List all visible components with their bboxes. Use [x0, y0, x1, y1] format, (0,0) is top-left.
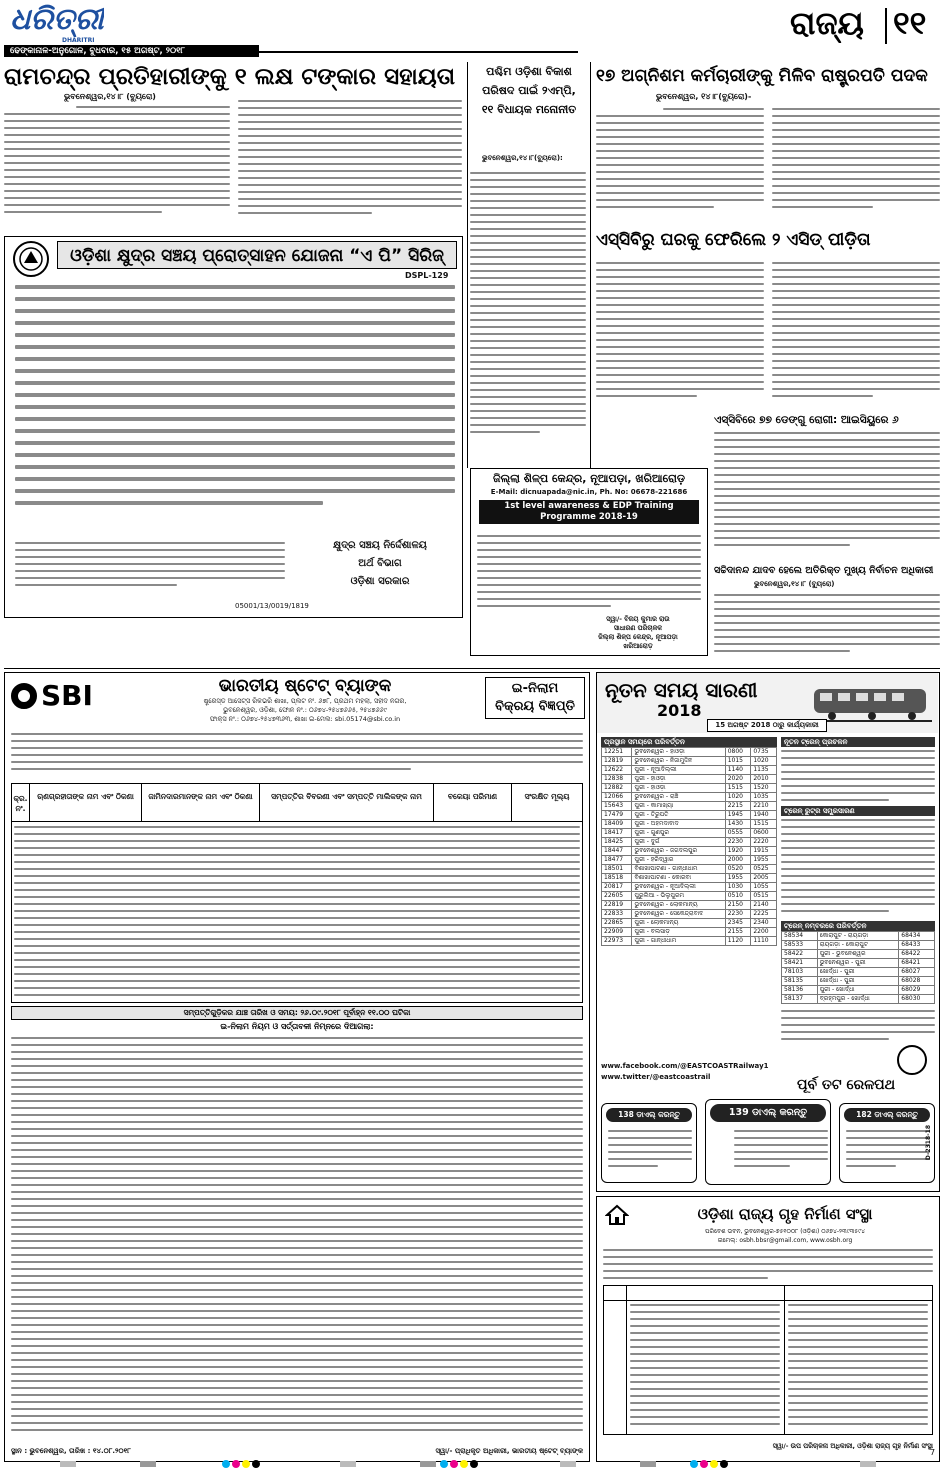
train-number: 12066: [602, 793, 632, 802]
old-time: 0520: [725, 865, 751, 874]
sbi-table-h3: ଜାମିନଦାରମାନଙ୍କ ନାମ ଏବଂ ଠିକଣା: [142, 784, 260, 821]
train-name: ପୁରୀ - କାମାଖ୍ୟା: [632, 802, 725, 811]
housing-table-body2: [788, 1304, 928, 1432]
helpline-182-label: 182 ଡାଏଲ୍ କରନ୍ତୁ: [844, 1108, 930, 1122]
new-time: 1020: [751, 757, 777, 766]
old-train-number: 78103: [782, 968, 818, 977]
sbi-auction-title: [485, 677, 585, 719]
railway-right-table: [781, 737, 935, 1050]
housing-contact: ଇମେଲ୍: osbh.bbsr@gmail.com, www.osbh.org: [717, 1237, 853, 1244]
ad-edu-title: ଜିଲ୍ଲା ଶିଳ୍ପ କେନ୍ଦ୍ର, ନୂଆପଡ଼ା, ଖରିଆରୋଡ଼: [493, 472, 685, 485]
odisha-emblem-icon: [13, 241, 49, 277]
new-time: 2010: [751, 775, 777, 784]
article-fire-medal: [596, 62, 940, 222]
train-name: ପୁରୀ - ଗାନ୍ଧୀଧାମ: [632, 937, 725, 946]
housing-table: [603, 1285, 933, 1435]
train-name: ପୁରୀ - ଗୁଣପୁର: [632, 829, 725, 838]
new-train-number: 68027: [899, 968, 935, 977]
ad-edu-email: E-Mail: dicnuapada@nic.in, Ph. No: 06678-221686: [490, 488, 688, 496]
old-time: 1955: [725, 874, 751, 883]
new-time: 2220: [751, 838, 777, 847]
old-train-number: 58422: [782, 950, 818, 959]
train-name: ପୁରୀ - ନୂଆଦିଲ୍ଲୀ: [632, 766, 725, 775]
helpline-139: [705, 1099, 831, 1185]
old-time: 1015: [725, 757, 751, 766]
new-train-number: 68029: [899, 986, 935, 995]
ad-savings-title: ଓଡ଼ିଶା କ୍ଷୁଦ୍ର ସଞ୍ଚୟ ପ୍ରୋତ୍ସାହନ ଯୋଜନା “ଏ ପି” ସିରିଜ୍: [57, 241, 457, 269]
table-row: [602, 901, 777, 910]
masthead-logo: ଧରିତ୍ରୀ: [10, 2, 104, 37]
railway-helplines: [601, 1099, 935, 1187]
old-time: 2000: [725, 856, 751, 865]
train-name: ଭୁବନେଶ୍ୱର - ଲୋକମାନ୍ୟ: [632, 901, 725, 910]
train-name: ପୁରୀ - ଖୋର୍ଦ୍ଧା: [817, 986, 899, 995]
train-number: 18409: [602, 820, 632, 829]
article4-body: [596, 262, 764, 408]
sbi-contact: ଫାକ୍ସ ନଂ.: ୦୬୭୪-୨୫୪୭୩୬୩, ଶାଖା ଇ-ମେଲ: sbi.05174@sbi.co.in: [209, 715, 401, 723]
sbi-signatory: ସ୍ୱା/- ପ୍ରାଧିକୃତ ଅଧିକାରୀ, ଭାରତୀୟ ଷ୍ଟେଟ୍ ବ୍ୟାଙ୍କ: [435, 1447, 583, 1455]
train-number: 12819: [602, 757, 632, 766]
housing-table-body: [630, 1304, 780, 1432]
table-row: [602, 775, 777, 784]
train-number: 22909: [602, 928, 632, 937]
table-row: [602, 802, 777, 811]
new-time: 0735: [751, 748, 777, 757]
housing-footer: ସ୍ୱା/- ଉପ ପରିଚାଳନା ଅଧିକାରୀ, ଓଡ଼ିଶା ରାଜ୍ୟ ଗୃହ ନିର୍ମାଣ ସଂସ୍ଥା: [772, 1442, 933, 1450]
sbi-logo-text: SBI: [41, 681, 93, 711]
helpline-138-label: 138 ଡାଏଲ୍ କରନ୍ତୁ: [606, 1108, 692, 1122]
train-number: 22973: [602, 937, 632, 946]
ad-sbi-auction: [4, 672, 590, 1462]
train-name: ପୁରୁଲିଆ - ଭିଲୁପୁରମ: [632, 892, 725, 901]
railway-sec4: ଟ୍ରେନ୍ ନମ୍ବରରେ ପରିବର୍ତ୍ତନ: [781, 921, 935, 931]
housing-logo-icon: [605, 1203, 629, 1227]
table-row: [782, 968, 935, 977]
ad-edu-sign1: ସ୍ୱା/- ବିଜୟ କୁମାର ରାଉ: [606, 615, 670, 623]
train-number: 22833: [602, 910, 632, 919]
sbi-bank-name: ଭାରତୀୟ ଷ୍ଟେଟ୍ ବ୍ୟାଙ୍କ: [218, 676, 392, 696]
sbi-table-h6: ସଂରକ୍ଷିତ ମୂଲ୍ୟ: [524, 792, 570, 801]
ad-savings-code: DSPL-129: [405, 271, 449, 280]
article6-body: [714, 594, 940, 662]
sbi-intro: [11, 733, 583, 779]
table-row: [602, 838, 777, 847]
train-name: ରାୟଗଡ଼ା - କୋରାପୁଟ: [817, 941, 899, 950]
railway-left-table: [601, 737, 777, 946]
new-time: 1915: [751, 847, 777, 856]
old-train-number: 58534: [782, 932, 818, 941]
article-byline: ଭୁବନେଶ୍ୱର,୧୪।୮ (ବ୍ୟୁରୋ): [64, 92, 156, 101]
train-number: 18477: [602, 856, 632, 865]
helpline-139-label: 139 ଡାଏଲ୍ କରନ୍ତୁ: [710, 1104, 826, 1122]
old-time: 2155: [725, 928, 751, 937]
article-ramachandra: [4, 62, 462, 234]
new-time: 1940: [751, 811, 777, 820]
ad-edu-programme-l1: 1st level awareness & EDP Training: [504, 501, 674, 511]
new-time: 1110: [751, 937, 777, 946]
housing-title: ଓଡ଼ିଶା ରାଜ୍ୟ ଗୃହ ନିର୍ମାଣ ସଂସ୍ଥା: [697, 1205, 873, 1223]
sbi-place: ସ୍ଥାନ : ଭୁବନେଶ୍ୱର, ତାରିଖ : ୧୪.୦୮.୨୦୧୮: [11, 1447, 131, 1455]
article-western-odisha: [470, 62, 588, 467]
new-time: 2340: [751, 919, 777, 928]
table-row: [602, 811, 777, 820]
train-name: ଭୁବନେଶ୍ୱର - ନିଜାମୁଦ୍ଦିନ: [632, 757, 725, 766]
railway-note: [781, 1010, 935, 1050]
article2-headline-l1: ପଶ୍ଚିମ ଓଡ଼ିଶା ବିକାଶ: [486, 65, 572, 78]
sbi-logo-icon: [11, 683, 37, 709]
ad-savings-scheme: [4, 236, 463, 618]
table-row: [602, 766, 777, 775]
sbi-logo: [11, 681, 93, 711]
railway-title: ନୂତନ ସମୟ ସାରଣୀ: [605, 678, 758, 702]
railway-sec1: ପ୍ରସ୍ଥାନ ସମୟରେ ପରିବର୍ତ୍ତନ: [601, 737, 777, 747]
sbi-terms-body: [11, 1037, 583, 1437]
new-train-number: 68421: [899, 959, 935, 968]
article3-body: [596, 108, 764, 218]
ad-edu-sign3: ଜିଲ୍ଲା ଶିଳ୍ପ କେନ୍ଦ୍ର, ନୂଆପଡ଼ା: [598, 633, 678, 641]
old-time: 1430: [725, 820, 751, 829]
new-time: 0515: [751, 892, 777, 901]
train-name: ଭୁବନେଶ୍ୱର - ଜଗଦଲପୁର: [632, 847, 725, 856]
ad-savings-sign2: ଅର୍ଥ ବିଭାଗ: [358, 558, 402, 569]
new-train-number: 68028: [899, 977, 935, 986]
train-number: 12882: [602, 784, 632, 793]
train-icon: [812, 679, 932, 723]
train-name: ବ୍ରହ୍ମପୁର - ଖୋର୍ଦ୍ଧା: [817, 995, 899, 1004]
sbi-auction-title-l2: ବିକ୍ରୟ ବିଜ୍ଞପ୍ତି: [495, 699, 575, 714]
train-number: 12838: [602, 775, 632, 784]
train-name: ପୁରୀ - ଦୁର୍ଗ: [632, 838, 725, 847]
ad-edu-programme: [479, 500, 699, 524]
old-train-number: 58421: [782, 959, 818, 968]
old-train-number: 58135: [782, 977, 818, 986]
sbi-table-body: [14, 826, 580, 1000]
sbi-table-h2: ଋଣଗ୍ରହୀତାଙ୍କ ନାମ ଏବଂ ଠିକଣା: [30, 784, 142, 821]
sbi-address: ଷ୍ଟ୍ରେସ୍ଡ ଆସେଟ୍ସ ରିକଭରି ଶାଖା, ପ୍ଲଟ ନଂ. ୬୭୮, ପ୍ରଥମ ମହଲା, ସହୀଦ ନଗର,: [203, 697, 407, 705]
new-time: 1135: [751, 766, 777, 775]
article4-body-col2: [772, 262, 940, 408]
new-time: 1035: [751, 793, 777, 802]
table-row: [602, 757, 777, 766]
article-body-col2: [238, 100, 462, 226]
new-time: 1520: [751, 784, 777, 793]
railway-sec2: ନୂତନ ଟ୍ରେନ୍ ପ୍ରଚଳନ: [781, 737, 935, 747]
ad-edu-programme-l2: Programme 2018-19: [540, 512, 638, 522]
ad-edu-body: [477, 535, 701, 615]
page-number: ୧୧: [893, 4, 927, 42]
housing-intro: [603, 1249, 933, 1283]
ad-housing-board: [596, 1196, 940, 1462]
table-row: [782, 995, 935, 1004]
sbi-address2: ଭୁବନେଶ୍ୱର, ଓଡ଼ିଶା, ଫୋନ ନଂ.: ୦୬୭୪-୨୫୪୭୬୬୫, ୨୫୪୭୬୬୯: [223, 706, 387, 714]
article3-headline: ୧୭ ଅଗ୍ନିଶମ କର୍ମଚାରୀଙ୍କୁ ମିଳିବ ରାଷ୍ଟ୍ରପତି ପଦକ: [596, 66, 928, 86]
new-time: 2210: [751, 802, 777, 811]
railway-timetable: [601, 747, 777, 946]
old-time: 0800: [725, 748, 751, 757]
article-sachidananda: [714, 564, 940, 664]
train-name: ଭୁବନେଶ୍ୱର - ନୂଆଦିଲ୍ଲୀ: [632, 883, 725, 892]
train-name: ପୁରୀ - ହରିଦ୍ୱାର: [632, 856, 725, 865]
train-number: 12622: [602, 766, 632, 775]
new-time: 1515: [751, 820, 777, 829]
railway-logo-icon: [897, 1045, 927, 1075]
section-label: ରାଜ୍ୟ: [790, 4, 864, 42]
train-number: 22865: [602, 919, 632, 928]
train-name: ବିଶାଖାପାଟଣା - କୋରବା: [632, 874, 725, 883]
railway-org: ପୂର୍ବ ତଟ ରେଳପଥ: [797, 1077, 896, 1093]
train-number: 20817: [602, 883, 632, 892]
sbi-terms-title: ଇ-ନିଲାମ ନିୟମ ଓ ସର୍ତ୍ତାବଳୀ ନିମ୍ନରେ ଦିଆଗଲା:: [220, 1022, 374, 1031]
train-name: ପୁରୀ - ଲୋକମାନ୍ୟ: [632, 919, 725, 928]
old-time: 2230: [725, 838, 751, 847]
train-name: ପୁରୀ - ହାଓଡ଼ା: [632, 775, 725, 784]
new-time: 2225: [751, 910, 777, 919]
new-train-number: 68422: [899, 950, 935, 959]
train-number: 17479: [602, 811, 632, 820]
old-time: 1140: [725, 766, 751, 775]
table-row: [782, 977, 935, 986]
housing-address: ପରିବେଶ ଭବନ, ଭୁବନେଶ୍ୱର-୭୫୧୦୦୮ (ଓଡ଼ିଶା) ୦୬୭୪-୨୩୯୩୫୯୪: [705, 1228, 865, 1235]
article2-byline: ଭୁବନେଶ୍ୱର,୧୪।୮(ବ୍ୟୁରୋ):: [482, 154, 563, 162]
railway-year: 2018: [657, 701, 702, 720]
helpline-182-body: [846, 1130, 930, 1176]
article6-byline: ଭୁବନେଶ୍ୱର,୧୪।୮ (ବ୍ୟୁରୋ): [754, 580, 835, 588]
new-time: 0600: [751, 829, 777, 838]
railway-code: D-2318-18: [925, 1125, 932, 1161]
old-time: 0510: [725, 892, 751, 901]
new-time: 1055: [751, 883, 777, 892]
sbi-footer: [11, 1445, 583, 1457]
sbi-table-h4: ସମ୍ପତ୍ତିର ବିବରଣୀ ଏବଂ ସମ୍ପତ୍ତି ମାଲିକଙ୍କ ନାମ: [260, 784, 434, 821]
old-time: 1515: [725, 784, 751, 793]
train-name: ପୁରୀ - ଅହମଦାବାଦ: [632, 820, 725, 829]
old-time: 2020: [725, 775, 751, 784]
old-time: 1920: [725, 847, 751, 856]
table-row: [602, 892, 777, 901]
train-name: ପୁରୀ - ଭୁବନେଶ୍ୱର: [817, 950, 899, 959]
masthead-dateline: ଢେଙ୍କାନାଳ-ଅନୁଗୋଳ, ବୁଧବାର, ୧୫ ଅଗଷ୍ଟ, ୨୦୧୮: [4, 45, 259, 57]
article-acid-victims: [596, 226, 940, 410]
train-number: 18501: [602, 865, 632, 874]
new-time: 0525: [751, 865, 777, 874]
sbi-table-h5: ବକେୟା ପରିମାଣ: [434, 784, 512, 821]
table-row: [782, 932, 935, 941]
train-number: 12251: [602, 748, 632, 757]
train-name: ପୁରୀ - ହାଓଡ଼ା: [632, 784, 725, 793]
old-time: 2230: [725, 910, 751, 919]
article-headline: ରାମଚନ୍ଦ୍ର ପ୍ରତିହାରୀଙ୍କୁ ୧ ଲକ୍ଷ ଟଙ୍କାର ସହାୟତା: [4, 64, 455, 90]
ad-savings-ref: 05001/13/0019/1819: [235, 602, 309, 610]
train-number: 18425: [602, 838, 632, 847]
new-time: 2005: [751, 874, 777, 883]
new-time: 2200: [751, 928, 777, 937]
old-train-number: 58136: [782, 986, 818, 995]
ad-savings-footnote: [15, 542, 285, 602]
table-row: [602, 883, 777, 892]
railway-number-change: [781, 931, 935, 1004]
train-name: ଭୁବନେଶ୍ୱର - ପୁରୀ: [817, 959, 899, 968]
article3-body-col2: [772, 108, 940, 218]
table-row: [602, 937, 777, 946]
old-time: 1120: [725, 937, 751, 946]
sbi-inspection: ସମ୍ପତ୍ତିଗୁଡ଼ିକର ଯାଞ୍ଚ ତାରିଖ ଓ ସମୟ: ୨୬.୦୯.୨୦୧୮ ପୂର୍ବାହ୍ନ ୧୧.୦୦ ଘଟିକା: [11, 1006, 583, 1020]
ad-savings-sign3: ଓଡ଼ିଶା ସରକାର: [350, 576, 410, 587]
masthead-logo-sub: DHARITRI: [62, 37, 95, 44]
new-time: 1955: [751, 856, 777, 865]
ad-edu-signatory: [571, 615, 705, 651]
masthead: [0, 0, 945, 56]
helpline-138-body: [608, 1130, 692, 1176]
article2-headline-l3: ୧୧ ବିଧାୟକ ମନୋନୀତ: [481, 103, 577, 116]
table-row: [602, 928, 777, 937]
article3-byline: ଭୁବନେଶ୍ୱର, ୧୪।୮(ବ୍ୟୁରୋ)-: [656, 92, 752, 101]
table-row: [602, 856, 777, 865]
helpline-182: [839, 1103, 935, 1183]
old-time: 1020: [725, 793, 751, 802]
old-time: 1945: [725, 811, 751, 820]
train-name: କୋରାପୁଟ - ରାୟଗଡ଼ା: [817, 932, 899, 941]
table-row: [602, 784, 777, 793]
new-train-number: 68030: [899, 995, 935, 1004]
old-train-number: 58137: [782, 995, 818, 1004]
train-number: 18518: [602, 874, 632, 883]
article2-body: [470, 172, 586, 462]
page-corner-number: 7: [930, 1448, 936, 1457]
table-row: [602, 748, 777, 757]
sbi-auction-title-l1: ଇ-ନିଲାମ: [511, 681, 559, 696]
table-row: [602, 829, 777, 838]
article5-headline: ଏସ୍‌ସିବିରେ ୭୭ ଡେଙ୍ଗୁ ରୋଗୀ: ଆଇସିୟୁରେ ୬: [714, 414, 899, 426]
railway-twitter[interactable]: www.twitter/@eastcoastrail: [601, 1073, 711, 1081]
helpline-138: [601, 1103, 697, 1183]
old-time: 1030: [725, 883, 751, 892]
ad-railway-timetable: [596, 672, 940, 1192]
railway-banner: [597, 673, 938, 733]
train-number: 22605: [602, 892, 632, 901]
ad-edu-sign4: ଖରିଆରୋଡ଼: [623, 642, 653, 650]
table-row: [782, 941, 935, 950]
old-time: 2215: [725, 802, 751, 811]
train-name: ଭୁବନେଶ୍ୱର - ହାଓଡ଼ା: [632, 748, 725, 757]
new-train-number: 68434: [899, 932, 935, 941]
sbi-header: [133, 675, 477, 724]
helpline-139-body: [734, 1130, 828, 1180]
train-name: ଭୁବନେଶ୍ୱର - ସେକେନ୍ଦ୍ରାବାଦ: [632, 910, 725, 919]
table-row: [782, 986, 935, 995]
train-number: 22819: [602, 901, 632, 910]
railway-sec2-body: [781, 750, 935, 806]
sbi-table: [11, 783, 583, 1003]
railway-effective: 15 ଅଗଷ୍ଟ 2018 ଠାରୁ କାର୍ଯ୍ୟକାରୀ: [707, 719, 827, 732]
ad-district-industries: [470, 468, 708, 656]
ad-edu-sign2: ସାଧାରଣ ପରିଚାଳକ: [613, 624, 663, 632]
train-number: 18417: [602, 829, 632, 838]
train-name: ପୁରୀ - ତିରୁପତି: [632, 811, 725, 820]
old-time: 0555: [725, 829, 751, 838]
article6-headline: ସଚ୍ଚିଦାନନ୍ଦ ଯାଦବ ହେଲେ ଅତିରିକ୍ତ ମୁଖ୍ୟ ନିର୍ବାଚନ ଅଧିକାରୀ: [714, 565, 934, 576]
train-name: ଖୋର୍ଦ୍ଧା - ପୁରୀ: [817, 977, 899, 986]
article5-body: [714, 432, 940, 558]
table-row: [782, 959, 935, 968]
table-row: [602, 919, 777, 928]
old-time: 2345: [725, 919, 751, 928]
old-time: 2150: [725, 901, 751, 910]
train-name: ଭୁବନେଶ୍ୱର - ରାଞ୍ଚି: [632, 793, 725, 802]
article2-headline-l2: ପରିଷଦ ପାଇଁ ୨ଏମ୍‌ପି,: [482, 84, 576, 97]
table-row: [602, 793, 777, 802]
ad-savings-signatory: [305, 537, 455, 591]
table-row: [602, 847, 777, 856]
ad-savings-sign1: କ୍ଷୁଦ୍ର ସଞ୍ଚୟ ନିର୍ଦ୍ଦେଶାଳୟ: [333, 540, 427, 551]
article-body: [4, 106, 230, 226]
table-row: [782, 950, 935, 959]
railway-facebook[interactable]: www.facebook.com/@EASTCOASTRailway1: [601, 1062, 769, 1070]
ad-savings-body: [15, 285, 455, 535]
article-dengue: [714, 412, 940, 562]
train-name: ବିଶାଖାପାଟଣା - ଗାନ୍ଧୀଧାମ: [632, 865, 725, 874]
railway-sec3-body: [781, 819, 935, 919]
train-name: ପୁରୀ - ବଲସାଡ଼: [632, 928, 725, 937]
new-time: 2140: [751, 901, 777, 910]
table-row: [602, 865, 777, 874]
new-train-number: 68433: [899, 941, 935, 950]
table-row: [602, 910, 777, 919]
article4-headline: ଏସ୍‌ସିବିରୁ ଘରକୁ ଫେରିଲେ ୨ ଏସିଡ୍ ପୀଡ଼ିତା: [596, 230, 871, 250]
railway-sec3: ଟ୍ରେନ୍ ରୁଟ୍‌ର ସମ୍ପ୍ରସାରଣ: [781, 806, 935, 816]
train-number: 18447: [602, 847, 632, 856]
old-train-number: 58533: [782, 941, 818, 950]
train-number: 15643: [602, 802, 632, 811]
table-row: [602, 874, 777, 883]
sbi-table-h1: କ୍ର. ନଂ.: [12, 784, 30, 821]
table-row: [602, 820, 777, 829]
train-name: ଖୋର୍ଦ୍ଧା - ପୁରୀ: [817, 968, 899, 977]
